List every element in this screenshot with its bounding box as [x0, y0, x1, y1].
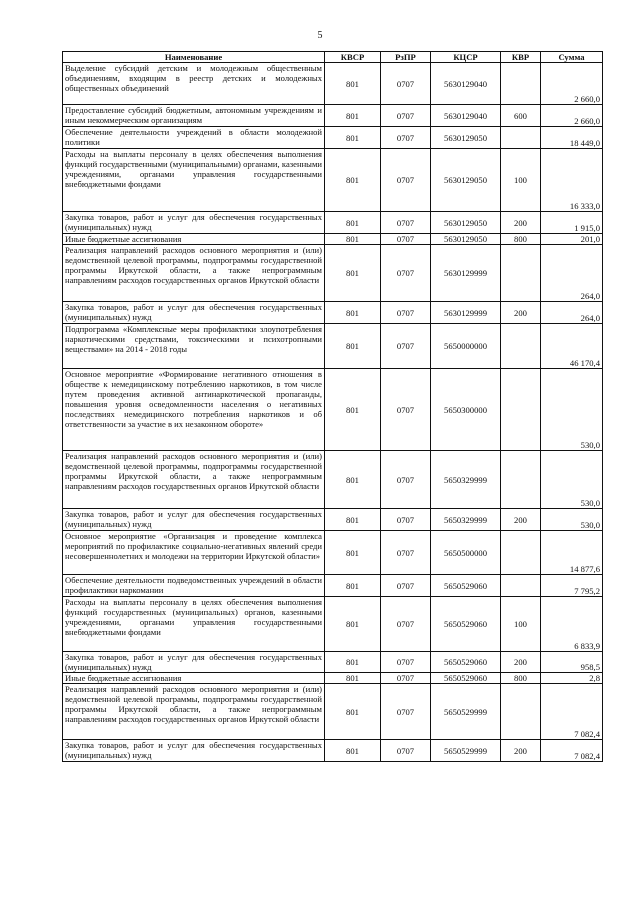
row-kcsr: 5630129050: [431, 212, 501, 234]
row-kcsr: 5650529060: [431, 673, 501, 684]
row-name: Закупка товаров, работ и услуг для обеспечения государственных (муниципальных) нужд: [63, 212, 325, 234]
row-sum: 7 082,4: [541, 684, 603, 740]
header-kvr: КВР: [501, 52, 541, 63]
row-sum: 18 449,0: [541, 127, 603, 149]
row-kvsr: 801: [325, 575, 381, 597]
table-row: [63, 149, 603, 212]
row-rzpr: 0707: [381, 575, 431, 597]
table-row: [63, 740, 603, 762]
table-row: [63, 302, 603, 324]
header-rzpr: РзПР: [381, 52, 431, 63]
row-sum: 16 333,0: [541, 149, 603, 212]
row-sum: 2,8: [541, 673, 603, 684]
row-kcsr: 5630129999: [431, 302, 501, 324]
row-sum: 264,0: [541, 245, 603, 302]
row-name: Реализация направлений расходов основного мероприятия и (или) ведомственной целевой программы, подпрограммы государственной программы Иркутской области, а также непрограммным направлениям расходов государственных органов Иркутской области: [63, 451, 325, 509]
row-kvr: 200: [501, 740, 541, 762]
header-name: Наименование: [63, 52, 325, 63]
row-kvr: [501, 63, 541, 105]
row-kvsr: 801: [325, 324, 381, 369]
row-kvr: [501, 684, 541, 740]
table-row: [63, 105, 603, 127]
row-sum: 201,0: [541, 234, 603, 245]
row-name: Обеспечение деятельности подведомственных учреждений в области профилактики наркомании: [63, 575, 325, 597]
row-name: Реализация направлений расходов основного мероприятия и (или) ведомственной целевой программы, подпрограммы государственной программы Иркутской области, а также непрограммным направлениям расходов государственных органов Иркутской области: [63, 684, 325, 740]
table-row: [63, 245, 603, 302]
row-kvr: 800: [501, 673, 541, 684]
page-number: 5: [317, 30, 323, 41]
row-name: Обеспечение деятельности учреждений в области молодежной политики: [63, 127, 325, 149]
row-kcsr: 5650529999: [431, 740, 501, 762]
row-kcsr: 5650529060: [431, 652, 501, 673]
row-kcsr: 5650000000: [431, 324, 501, 369]
row-rzpr: 0707: [381, 673, 431, 684]
table-row: [63, 369, 603, 451]
row-sum: 530,0: [541, 369, 603, 451]
row-kvsr: 801: [325, 684, 381, 740]
row-kcsr: 5650529060: [431, 575, 501, 597]
row-rzpr: 0707: [381, 369, 431, 451]
table-body: [63, 63, 603, 762]
row-kcsr: 5630129999: [431, 245, 501, 302]
table-row: [63, 684, 603, 740]
table-row: [63, 63, 603, 105]
row-rzpr: 0707: [381, 234, 431, 245]
table-row: [63, 234, 603, 245]
row-kcsr: 5650529999: [431, 684, 501, 740]
row-kvsr: 801: [325, 673, 381, 684]
row-kvr: [501, 369, 541, 451]
row-sum: 7 082,4: [541, 740, 603, 762]
row-kvr: 100: [501, 597, 541, 652]
table-row: [63, 652, 603, 673]
row-kvr: [501, 324, 541, 369]
budget-table: [62, 51, 603, 762]
row-kvsr: 801: [325, 245, 381, 302]
row-name: Закупка товаров, работ и услуг для обеспечения государственных (муниципальных) нужд: [63, 509, 325, 531]
row-name: Реализация направлений расходов основного мероприятия и (или) ведомственной целевой программы, подпрограммы государственной программы Иркутской области, а также непрограммным направлениям расходов государственных органов Иркутской области: [63, 245, 325, 302]
row-kvr: 200: [501, 302, 541, 324]
row-kcsr: 5630129040: [431, 105, 501, 127]
row-name: Расходы на выплаты персоналу в целях обеспечения выполнения функций государственных (муниципальных) органов, казенными учреждениями, органами управления государственными внебюджетными фондами: [63, 597, 325, 652]
row-name: Закупка товаров, работ и услуг для обеспечения государственных (муниципальных) нужд: [63, 740, 325, 762]
row-sum: 46 170,4: [541, 324, 603, 369]
table-header-row: [63, 52, 603, 63]
table-row: [63, 597, 603, 652]
row-sum: 6 833,9: [541, 597, 603, 652]
row-name: Иные бюджетные ассигнования: [63, 673, 325, 684]
row-name: Закупка товаров, работ и услуг для обеспечения государственных (муниципальных) нужд: [63, 302, 325, 324]
row-name: Подпрограмма «Комплексные меры профилактики злоупотребления наркотическими средствами, токсическими и психотропными веществами» на 2014 - 2018 годы: [63, 324, 325, 369]
row-sum: 264,0: [541, 302, 603, 324]
row-rzpr: 0707: [381, 63, 431, 105]
row-rzpr: 0707: [381, 652, 431, 673]
table-row: [63, 509, 603, 531]
row-rzpr: 0707: [381, 531, 431, 575]
row-kvsr: 801: [325, 652, 381, 673]
row-name: Выделение субсидий детским и молодежным общественным объединениям, входящим в реестр детских и молодежных общественных объединений: [63, 63, 325, 105]
row-sum: 14 877,6: [541, 531, 603, 575]
row-sum: 530,0: [541, 509, 603, 531]
row-rzpr: 0707: [381, 245, 431, 302]
row-rzpr: 0707: [381, 740, 431, 762]
row-rzpr: 0707: [381, 302, 431, 324]
row-kcsr: 5650500000: [431, 531, 501, 575]
row-name: Основное мероприятие «Формирование негативного отношения в обществе к немедицинскому потреблению наркотиков, в том числе путем проведения активной антинаркотической пропаганды, повышения уровня осведомленности населения о негативных последствиях немедицинского потребления наркотиков и об ответственности за участие в их незаконном обороте»: [63, 369, 325, 451]
row-kvsr: 801: [325, 302, 381, 324]
row-kvr: 200: [501, 652, 541, 673]
row-kvr: 200: [501, 212, 541, 234]
row-kvsr: 801: [325, 149, 381, 212]
row-kvr: [501, 127, 541, 149]
row-kvsr: 801: [325, 740, 381, 762]
row-kvsr: 801: [325, 127, 381, 149]
row-kvr: [501, 451, 541, 509]
row-kvr: [501, 531, 541, 575]
row-rzpr: 0707: [381, 509, 431, 531]
row-name: Расходы на выплаты персоналу в целях обеспечения выполнения функций государственными (муниципальными) органами, казенными учреждениями, органами управления государственными внебюджетными фондами: [63, 149, 325, 212]
table-row: [63, 127, 603, 149]
row-kvsr: 801: [325, 531, 381, 575]
row-kcsr: 5630129050: [431, 234, 501, 245]
row-name: Иные бюджетные ассигнования: [63, 234, 325, 245]
row-rzpr: 0707: [381, 597, 431, 652]
row-kvr: [501, 245, 541, 302]
row-rzpr: 0707: [381, 451, 431, 509]
row-rzpr: 0707: [381, 149, 431, 212]
row-kcsr: 5630129050: [431, 149, 501, 212]
table-row: [63, 673, 603, 684]
table-row: [63, 212, 603, 234]
row-kvsr: 801: [325, 369, 381, 451]
row-kvr: [501, 575, 541, 597]
row-kvr: 600: [501, 105, 541, 127]
header-sum: Сумма: [541, 52, 603, 63]
row-kcsr: 5650300000: [431, 369, 501, 451]
row-kcsr: 5630129040: [431, 63, 501, 105]
row-rzpr: 0707: [381, 127, 431, 149]
row-sum: 958,5: [541, 652, 603, 673]
header-kvsr: КВСР: [325, 52, 381, 63]
row-sum: 530,0: [541, 451, 603, 509]
row-sum: 2 660,0: [541, 63, 603, 105]
row-sum: 1 915,0: [541, 212, 603, 234]
row-kcsr: 5630129050: [431, 127, 501, 149]
row-kvr: 100: [501, 149, 541, 212]
table-row: [63, 324, 603, 369]
row-rzpr: 0707: [381, 212, 431, 234]
table-row: [63, 531, 603, 575]
row-kvsr: 801: [325, 597, 381, 652]
row-kcsr: 5650529060: [431, 597, 501, 652]
row-kvsr: 801: [325, 234, 381, 245]
row-kvsr: 801: [325, 105, 381, 127]
row-rzpr: 0707: [381, 105, 431, 127]
row-kcsr: 5650329999: [431, 451, 501, 509]
header-kcsr: КЦСР: [431, 52, 501, 63]
row-name: Основное мероприятие «Организация и проведение комплекса мероприятий по профилактике социально-негативных явлений среди несовершеннолетних и молодежи на территории Иркутской области»: [63, 531, 325, 575]
table-row: [63, 451, 603, 509]
row-rzpr: 0707: [381, 324, 431, 369]
row-kvr: 200: [501, 509, 541, 531]
row-sum: 7 795,2: [541, 575, 603, 597]
row-sum: 2 660,0: [541, 105, 603, 127]
row-name: Закупка товаров, работ и услуг для обеспечения государственных (муниципальных) нужд: [63, 652, 325, 673]
row-kvsr: 801: [325, 451, 381, 509]
row-rzpr: 0707: [381, 684, 431, 740]
row-kvsr: 801: [325, 212, 381, 234]
row-kvsr: 801: [325, 509, 381, 531]
row-kvr: 800: [501, 234, 541, 245]
row-name: Предоставление субсидий бюджетным, автономным учреждениям и иным некоммерческим организациям: [63, 105, 325, 127]
row-kvsr: 801: [325, 63, 381, 105]
table-row: [63, 575, 603, 597]
row-kcsr: 5650329999: [431, 509, 501, 531]
